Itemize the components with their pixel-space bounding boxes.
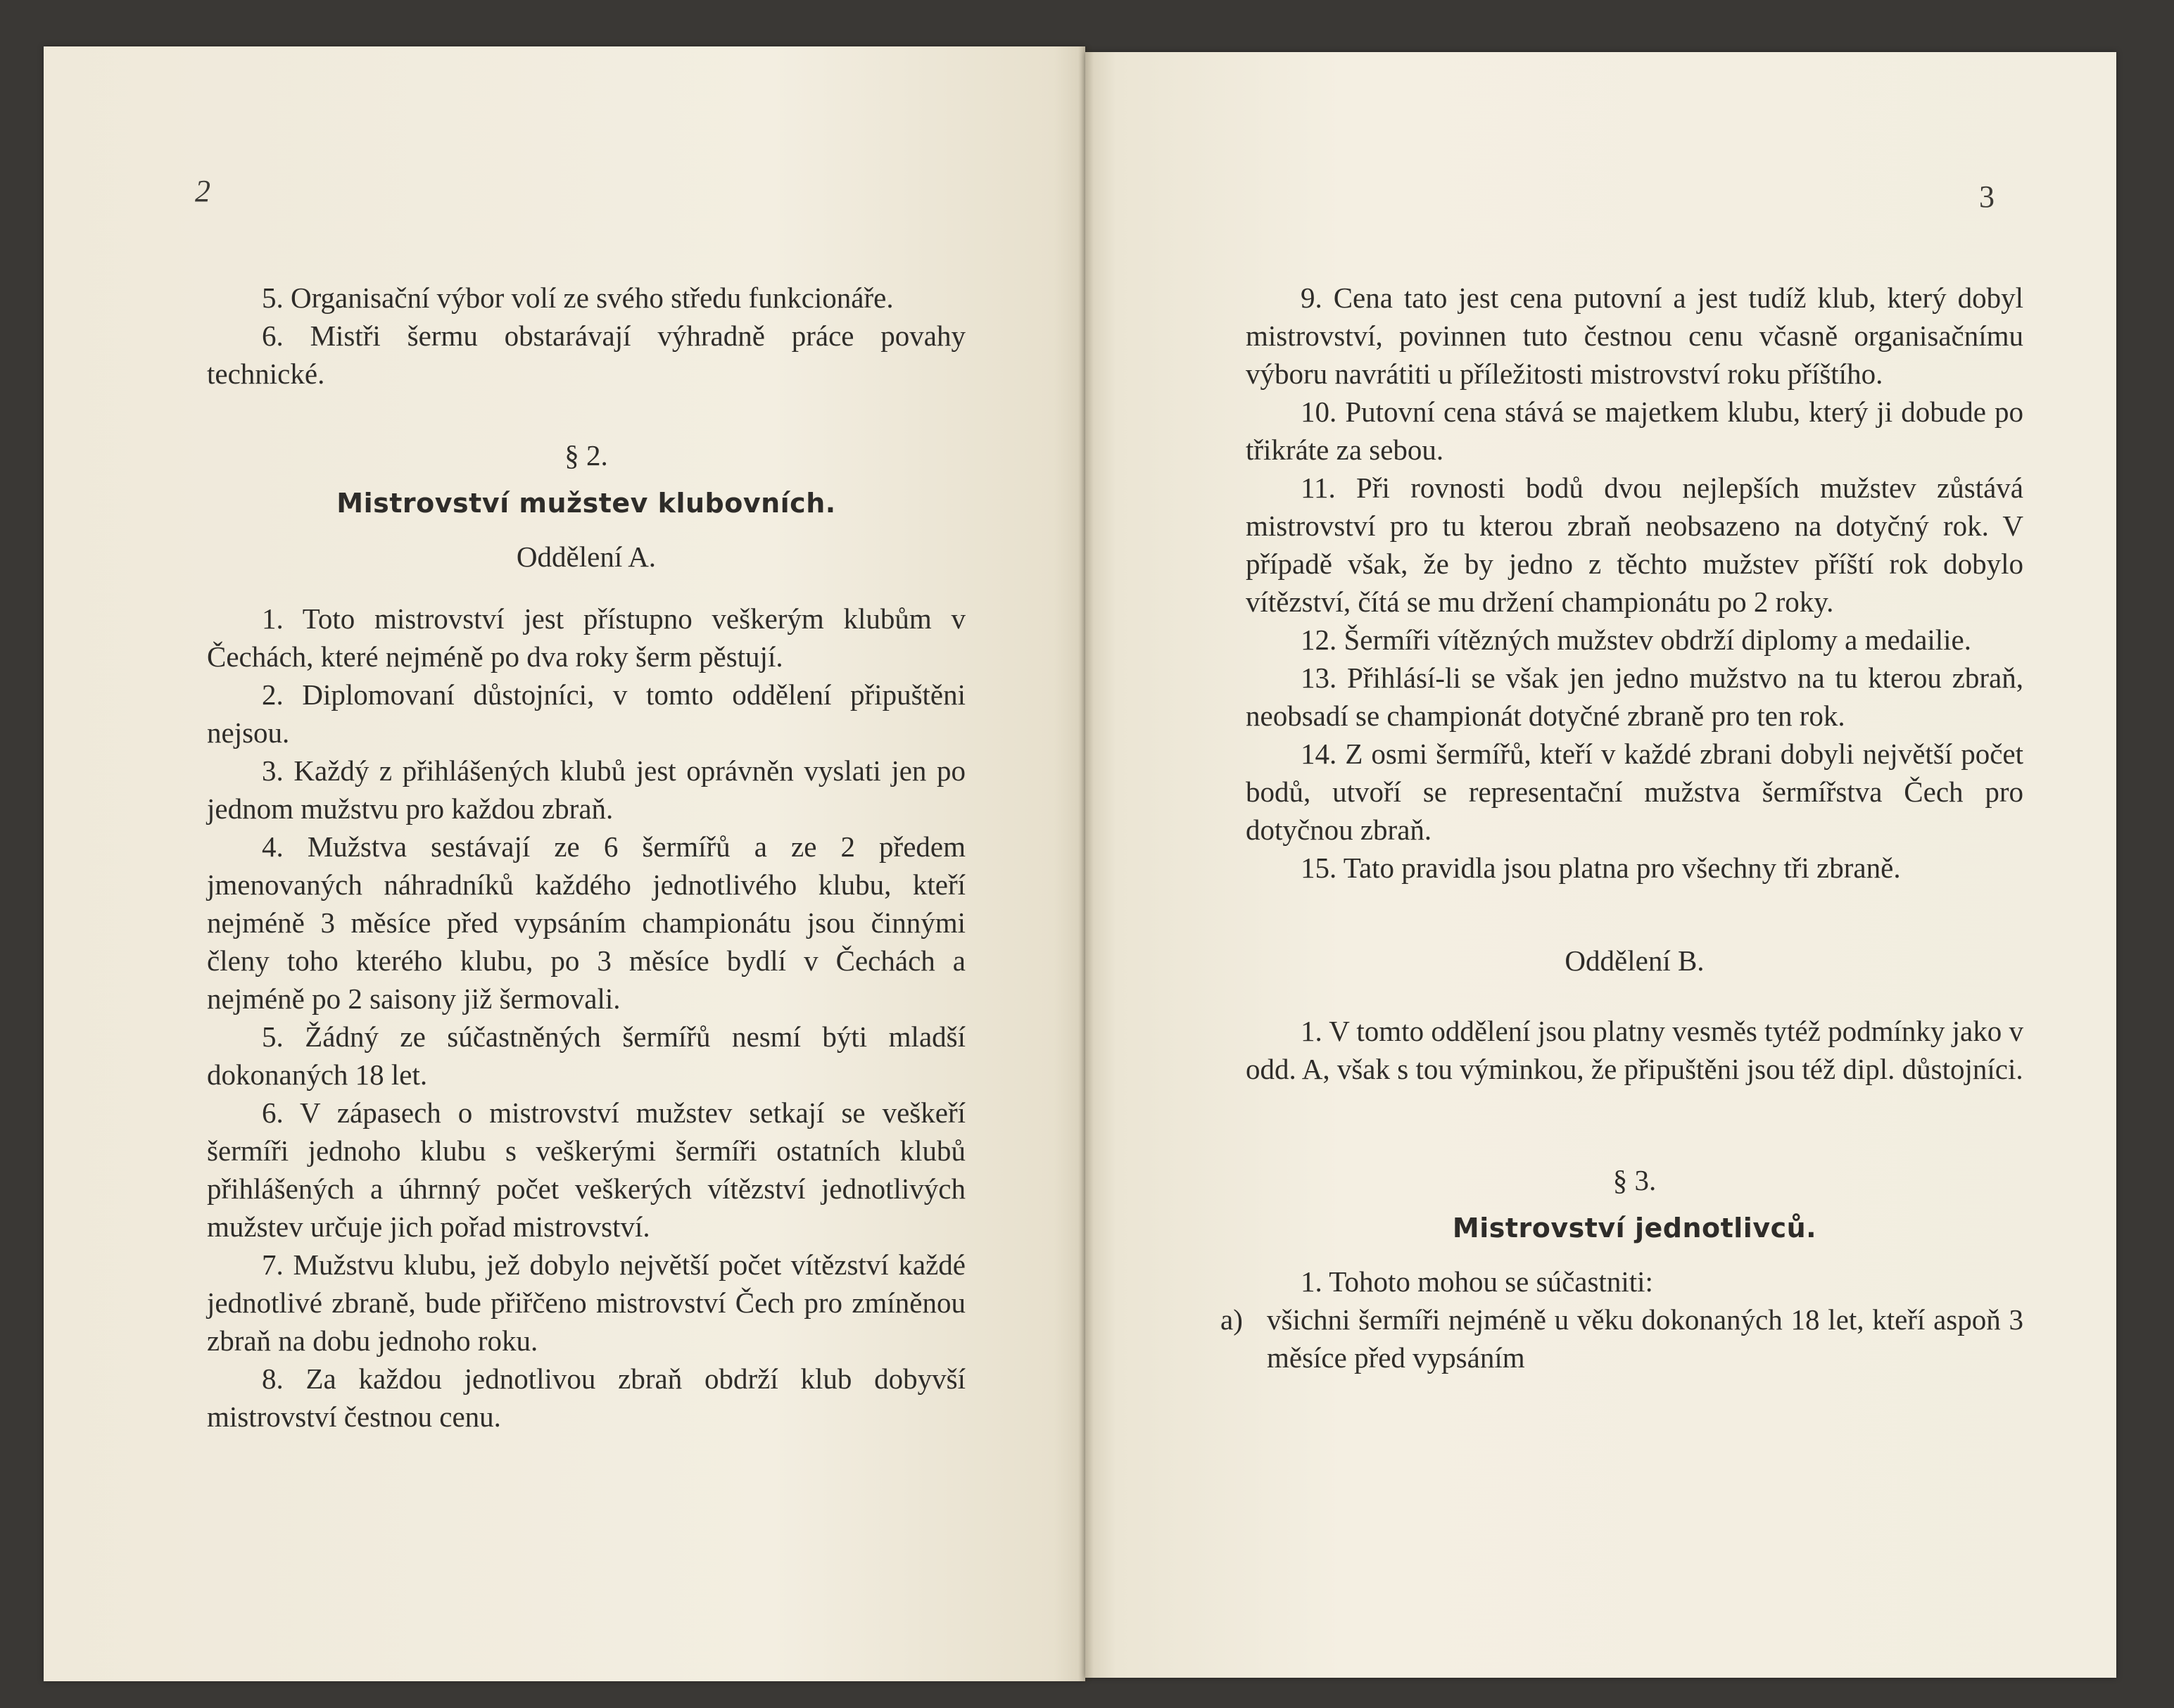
paragraph: 11. Při rovnosti bodů dvou nejlepších mužstev zůstává mistrovství pro tu kterou zbraň neobsazeno na dotyčný rok. V případě však, že by jedno z těchto mužstev příští rok dobylo vítězství, čítá se mu držení championátu po 2 roky. <box>1246 472 2023 618</box>
list-item <box>1220 1301 2023 1377</box>
paragraph: 2. Diplomovaní důstojníci, v tomto oddělení připuštěni nejsou. <box>207 678 966 749</box>
paragraph: 10. Putovní cena stává se majetkem klubu, který ji dobude po třikráte za sebou. <box>1246 396 2023 466</box>
paragraph: 5. Organisační výbor volí ze svého středu funkcionáře. <box>262 281 894 314</box>
booklet-spread <box>44 46 2116 1681</box>
section-title: Mistrovství jednotlivců. <box>1452 1213 1817 1244</box>
paragraph: 6. Mistři šermu obstarávají výhradně práce povahy technické. <box>207 320 966 390</box>
paragraph: 6. V zápasech o mistrovství mužstev setkají se veškeří šermíři jednoho klubu s veškerými šermíři ostatních klubů přihlášených a úhrnný počet veškerých vítězství jednotlivých mužstev určuje jich pořad mistrovství. <box>207 1096 966 1243</box>
paragraph: 9. Cena tato jest cena putovní a jest tudíž klub, který dobyl mistrovství, povinnen tuto čestnou cenu včasně organisačnímu výboru navrátiti u příležitosti mistrovství roku příštího. <box>1246 281 2023 390</box>
section-title: Mistrovství mužstev klubovních. <box>336 488 836 519</box>
paragraph: 15. Tato pravidla jsou platna pro všechny tři zbraně. <box>1301 852 1901 884</box>
paragraph: 3. Každý z přihlášených klubů jest oprávněn vyslati jen po jednom mužstvu pro každou zbraň. <box>207 754 966 825</box>
paragraph: 7. Mužstvu klubu, jež dobylo největší počet vítězství každé jednotlivé zbraně, bude přiřčeno mistrovství Čech pro zmíněnou zbraň na dobu jednoho roku. <box>207 1248 966 1357</box>
paragraph: 13. Přihlásí-li se však jen jedno mužstvo na tu kterou zbraň, neobsadí se championát dotyčné zbraně pro ten rok. <box>1246 662 2023 732</box>
section-mark: § 2. <box>564 439 608 472</box>
section-mark: § 3. <box>1612 1164 1657 1196</box>
paragraph: 8. Za každou jednotlivou zbraň obdrží klub dobyvší mistrovství čestnou cenu. <box>207 1362 966 1433</box>
paragraph: 5. Žádný ze súčastněných šermířů nesmí býti mladší dokonaných 18 let. <box>207 1020 966 1091</box>
paragraph: 1. Tohoto mohou se súčastniti: <box>1301 1265 1653 1298</box>
right-page-text <box>1220 279 2023 1377</box>
right-page <box>1085 52 2116 1678</box>
paragraph: 14. Z osmi šermířů, kteří v každé zbrani dobyli největší počet bodů, utvoří se representační mužstva šermířstva Čech pro dotyčnou zbraň. <box>1246 738 2023 846</box>
list-item-label: a) <box>1220 1303 1243 1336</box>
paragraph: 12. Šermíři vítězných mužstev obdrží diplomy a medailie. <box>1301 624 1972 656</box>
paragraph: 1. V tomto oddělení jsou platny vesměs tytéž podmínky jako v odd. A, však s tou výminkou, že připuštěni jsou též dipl. důstojníci. <box>1246 1015 2023 1085</box>
subsection-heading: Oddělení A. <box>516 540 657 573</box>
left-page-text <box>207 279 966 1436</box>
page-number: 2 <box>195 174 210 208</box>
paragraph: 4. Mužstva sestávají ze 6 šermířů a ze 2 předem jmenovaných náhradníků každého jednotlivého klubu, kteří nejméně 3 měsíce před vypsáním championátu jsou činnými členy toho kterého klubu, po 3 měsíce bydlí v Čechách a nejméně po 2 saisony již šermovali. <box>207 830 966 1015</box>
list-item-text: všichni šermíři nejméně u věku dokonaných 18 let, kteří aspoň 3 měsíce před vypsáním <box>1267 1303 2023 1374</box>
left-page <box>44 46 1085 1681</box>
subsection-heading: Oddělení B. <box>1565 944 1705 977</box>
paragraph: 1. Toto mistrovství jest přístupno veškerým klubům v Čechách, které nejméně po dva roky šerm pěstují. <box>207 602 966 673</box>
page-number: 3 <box>1979 179 1995 214</box>
